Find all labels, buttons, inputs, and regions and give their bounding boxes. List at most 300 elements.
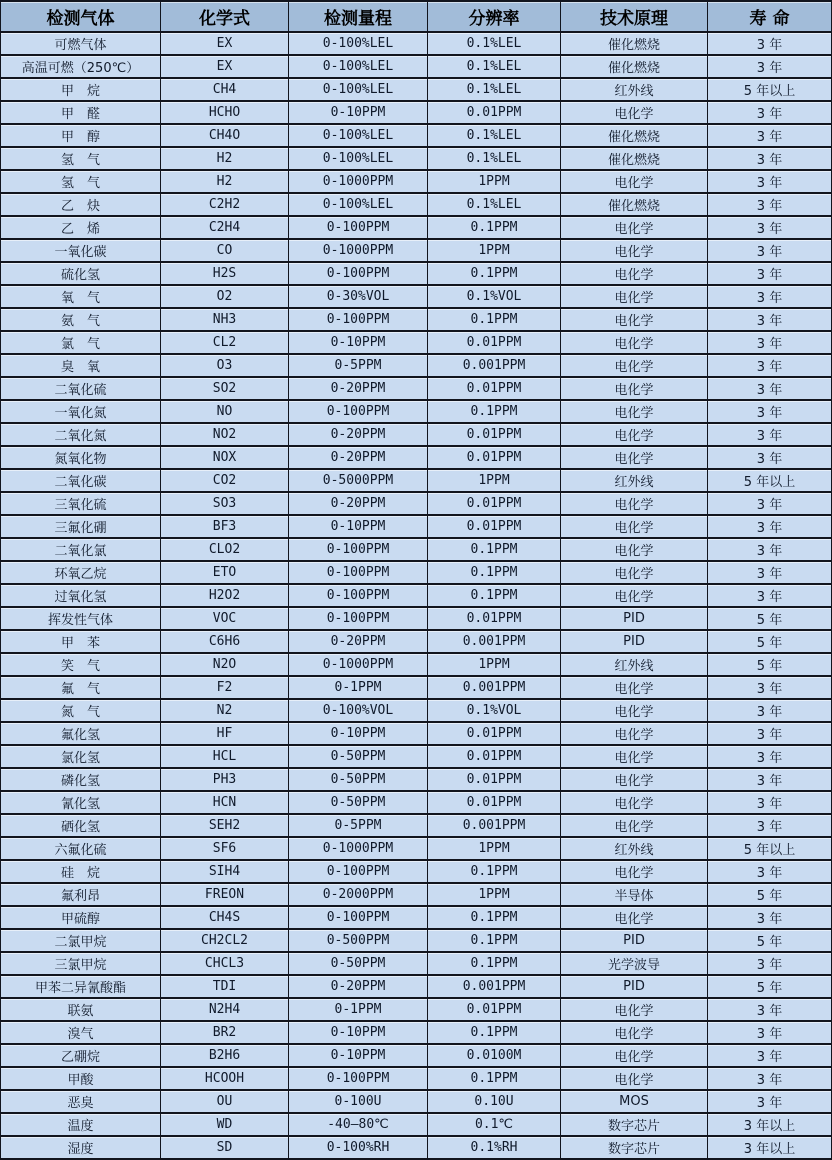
cell-principle: 光学波导 <box>561 952 708 975</box>
cell-gas: 硒化氢 <box>1 814 161 837</box>
cell-resolution: 0.1PPM <box>428 1067 561 1090</box>
table-row <box>1 170 832 193</box>
cell-formula: HCOOH <box>161 1067 289 1090</box>
cell-range: 0-100PPM <box>289 262 428 285</box>
cell-lifespan: 3 年 <box>708 400 832 423</box>
cell-formula: CH2CL2 <box>161 929 289 952</box>
cell-lifespan: 3 年以上 <box>708 1136 832 1159</box>
cell-range: 0-1PPM <box>289 676 428 699</box>
cell-gas: 环氧乙烷 <box>1 561 161 584</box>
cell-range: 0-100PPM <box>289 906 428 929</box>
cell-formula: NO2 <box>161 423 289 446</box>
cell-principle: 红外线 <box>561 78 708 101</box>
cell-resolution: 0.1PPM <box>428 538 561 561</box>
cell-lifespan: 5 年以上 <box>708 78 832 101</box>
cell-lifespan: 3 年 <box>708 584 832 607</box>
cell-formula: H2 <box>161 170 289 193</box>
cell-gas: 三氧化硫 <box>1 492 161 515</box>
cell-gas: 氰化氢 <box>1 791 161 814</box>
cell-lifespan: 3 年 <box>708 124 832 147</box>
cell-principle: 电化学 <box>561 814 708 837</box>
cell-lifespan: 3 年 <box>708 308 832 331</box>
cell-principle: PID <box>561 929 708 952</box>
cell-formula: BR2 <box>161 1021 289 1044</box>
cell-lifespan: 3 年 <box>708 515 832 538</box>
cell-lifespan: 3 年 <box>708 193 832 216</box>
cell-range: -40—80℃ <box>289 1113 428 1136</box>
cell-gas: 甲 醛 <box>1 101 161 124</box>
cell-resolution: 0.1℃ <box>428 1113 561 1136</box>
table-row <box>1 193 832 216</box>
cell-lifespan: 3 年 <box>708 101 832 124</box>
cell-principle: 电化学 <box>561 676 708 699</box>
cell-lifespan: 3 年 <box>708 170 832 193</box>
cell-resolution: 1PPM <box>428 653 561 676</box>
cell-range: 0-10PPM <box>289 1021 428 1044</box>
cell-range: 0-5PPM <box>289 354 428 377</box>
cell-resolution: 0.1PPM <box>428 561 561 584</box>
cell-principle: 电化学 <box>561 492 708 515</box>
cell-range: 0-100%LEL <box>289 78 428 101</box>
table-row <box>1 653 832 676</box>
cell-principle: 催化燃烧 <box>561 55 708 78</box>
cell-resolution: 0.01PPM <box>428 607 561 630</box>
cell-formula: H2 <box>161 147 289 170</box>
table-row <box>1 101 832 124</box>
table-row <box>1 607 832 630</box>
table-row <box>1 262 832 285</box>
cell-principle: 电化学 <box>561 101 708 124</box>
cell-resolution: 0.1%VOL <box>428 699 561 722</box>
cell-gas: 硅 烷 <box>1 860 161 883</box>
cell-resolution: 0.01PPM <box>428 722 561 745</box>
cell-gas: 乙硼烷 <box>1 1044 161 1067</box>
cell-range: 0-100%LEL <box>289 147 428 170</box>
cell-range: 0-20PPM <box>289 423 428 446</box>
cell-lifespan: 5 年 <box>708 630 832 653</box>
cell-formula: CLO2 <box>161 538 289 561</box>
cell-gas: 氢 气 <box>1 147 161 170</box>
cell-gas: 高温可燃（250℃） <box>1 55 161 78</box>
cell-lifespan: 3 年以上 <box>708 1113 832 1136</box>
cell-principle: 电化学 <box>561 354 708 377</box>
cell-gas: 二氧化碳 <box>1 469 161 492</box>
cell-resolution: 0.1PPM <box>428 1021 561 1044</box>
cell-gas: 磷化氢 <box>1 768 161 791</box>
cell-range: 0-100PPM <box>289 860 428 883</box>
cell-formula: CH4S <box>161 906 289 929</box>
cell-gas: 恶臭 <box>1 1090 161 1113</box>
table-row <box>1 975 832 998</box>
cell-principle: 半导体 <box>561 883 708 906</box>
cell-formula: CHCL3 <box>161 952 289 975</box>
cell-range: 0-100U <box>289 1090 428 1113</box>
cell-range: 0-100PPM <box>289 216 428 239</box>
table-body <box>1 32 832 1159</box>
cell-gas: 二氧化硫 <box>1 377 161 400</box>
cell-resolution: 0.1PPM <box>428 584 561 607</box>
cell-principle: 催化燃烧 <box>561 124 708 147</box>
cell-lifespan: 3 年 <box>708 423 832 446</box>
cell-lifespan: 3 年 <box>708 676 832 699</box>
cell-range: 0-30%VOL <box>289 285 428 308</box>
cell-formula: C6H6 <box>161 630 289 653</box>
header-row <box>1 1 832 32</box>
cell-lifespan: 3 年 <box>708 745 832 768</box>
column-header-lifespan: 寿 命 <box>708 1 832 32</box>
cell-formula: SIH4 <box>161 860 289 883</box>
cell-principle: 数字芯片 <box>561 1136 708 1159</box>
cell-lifespan: 3 年 <box>708 32 832 55</box>
cell-gas: 过氧化氢 <box>1 584 161 607</box>
cell-resolution: 0.001PPM <box>428 676 561 699</box>
cell-principle: 红外线 <box>561 837 708 860</box>
table-row <box>1 124 832 147</box>
cell-formula: PH3 <box>161 768 289 791</box>
cell-lifespan: 3 年 <box>708 147 832 170</box>
cell-formula: SF6 <box>161 837 289 860</box>
cell-principle: 电化学 <box>561 1044 708 1067</box>
cell-lifespan: 3 年 <box>708 1021 832 1044</box>
cell-formula: B2H6 <box>161 1044 289 1067</box>
cell-gas: 可燃气体 <box>1 32 161 55</box>
table-row <box>1 745 832 768</box>
cell-gas: 二氧化氮 <box>1 423 161 446</box>
cell-gas: 甲硫醇 <box>1 906 161 929</box>
cell-lifespan: 3 年 <box>708 791 832 814</box>
cell-lifespan: 5 年以上 <box>708 469 832 492</box>
cell-resolution: 0.10U <box>428 1090 561 1113</box>
cell-formula: CL2 <box>161 331 289 354</box>
cell-principle: 电化学 <box>561 331 708 354</box>
cell-range: 0-100PPM <box>289 308 428 331</box>
cell-range: 0-1000PPM <box>289 837 428 860</box>
cell-formula: EX <box>161 55 289 78</box>
cell-range: 0-100%LEL <box>289 55 428 78</box>
cell-gas: 甲 烷 <box>1 78 161 101</box>
cell-resolution: 0.001PPM <box>428 814 561 837</box>
cell-principle: 电化学 <box>561 998 708 1021</box>
cell-principle: MOS <box>561 1090 708 1113</box>
cell-range: 0-10PPM <box>289 515 428 538</box>
cell-range: 0-20PPM <box>289 492 428 515</box>
cell-resolution: 0.1%LEL <box>428 55 561 78</box>
cell-range: 0-1PPM <box>289 998 428 1021</box>
cell-gas: 溴气 <box>1 1021 161 1044</box>
cell-lifespan: 3 年 <box>708 331 832 354</box>
cell-formula: CO2 <box>161 469 289 492</box>
table-row <box>1 285 832 308</box>
cell-gas: 氨 气 <box>1 308 161 331</box>
cell-range: 0-1000PPM <box>289 239 428 262</box>
cell-formula: H2O2 <box>161 584 289 607</box>
cell-gas: 氧 气 <box>1 285 161 308</box>
cell-formula: TDI <box>161 975 289 998</box>
table-row <box>1 561 832 584</box>
cell-resolution: 1PPM <box>428 883 561 906</box>
cell-lifespan: 3 年 <box>708 952 832 975</box>
cell-range: 0-5000PPM <box>289 469 428 492</box>
table-row <box>1 492 832 515</box>
cell-lifespan: 3 年 <box>708 768 832 791</box>
table-row <box>1 699 832 722</box>
cell-resolution: 0.1PPM <box>428 906 561 929</box>
cell-principle: PID <box>561 607 708 630</box>
cell-formula: OU <box>161 1090 289 1113</box>
table-row <box>1 239 832 262</box>
cell-principle: 电化学 <box>561 722 708 745</box>
cell-principle: 电化学 <box>561 860 708 883</box>
table-row <box>1 216 832 239</box>
cell-principle: 电化学 <box>561 561 708 584</box>
cell-lifespan: 3 年 <box>708 377 832 400</box>
cell-lifespan: 3 年 <box>708 239 832 262</box>
table-row <box>1 1021 832 1044</box>
cell-range: 0-100PPM <box>289 607 428 630</box>
cell-gas: 氟 气 <box>1 676 161 699</box>
cell-resolution: 0.001PPM <box>428 975 561 998</box>
cell-gas: 氮氧化物 <box>1 446 161 469</box>
cell-formula: CH4O <box>161 124 289 147</box>
table-row <box>1 32 832 55</box>
cell-formula: NO <box>161 400 289 423</box>
cell-resolution: 0.01PPM <box>428 377 561 400</box>
cell-lifespan: 3 年 <box>708 699 832 722</box>
cell-resolution: 0.1PPM <box>428 400 561 423</box>
cell-range: 0-100%LEL <box>289 32 428 55</box>
cell-formula: O3 <box>161 354 289 377</box>
table-row <box>1 1090 832 1113</box>
cell-gas: 乙 烯 <box>1 216 161 239</box>
cell-principle: 电化学 <box>561 768 708 791</box>
table-row <box>1 837 832 860</box>
cell-range: 0-2000PPM <box>289 883 428 906</box>
cell-resolution: 0.1PPM <box>428 308 561 331</box>
cell-principle: PID <box>561 630 708 653</box>
cell-lifespan: 3 年 <box>708 722 832 745</box>
cell-range: 0-20PPM <box>289 446 428 469</box>
column-header-range: 检测量程 <box>289 1 428 32</box>
cell-gas: 一氧化氮 <box>1 400 161 423</box>
cell-range: 0-100PPM <box>289 584 428 607</box>
cell-gas: 二氧化氯 <box>1 538 161 561</box>
cell-range: 0-10PPM <box>289 722 428 745</box>
cell-range: 0-10PPM <box>289 101 428 124</box>
cell-formula: N2H4 <box>161 998 289 1021</box>
cell-lifespan: 5 年 <box>708 883 832 906</box>
cell-principle: 电化学 <box>561 423 708 446</box>
table-row <box>1 400 832 423</box>
cell-range: 0-100PPM <box>289 1067 428 1090</box>
cell-gas: 氟利昂 <box>1 883 161 906</box>
cell-range: 0-1000PPM <box>289 653 428 676</box>
cell-principle: 电化学 <box>561 262 708 285</box>
cell-gas: 二氯甲烷 <box>1 929 161 952</box>
cell-formula: H2S <box>161 262 289 285</box>
cell-gas: 氮 气 <box>1 699 161 722</box>
table-row <box>1 538 832 561</box>
cell-resolution: 0.01PPM <box>428 446 561 469</box>
table-row <box>1 1067 832 1090</box>
cell-gas: 氢 气 <box>1 170 161 193</box>
cell-resolution: 0.01PPM <box>428 492 561 515</box>
cell-principle: 电化学 <box>561 906 708 929</box>
cell-resolution: 0.1%LEL <box>428 32 561 55</box>
table-row <box>1 952 832 975</box>
cell-gas: 硫化氢 <box>1 262 161 285</box>
cell-resolution: 0.01PPM <box>428 745 561 768</box>
table-row <box>1 423 832 446</box>
cell-formula: HCN <box>161 791 289 814</box>
cell-range: 0-100%RH <box>289 1136 428 1159</box>
table-row <box>1 584 832 607</box>
cell-resolution: 0.1%LEL <box>428 78 561 101</box>
cell-gas: 甲 苯 <box>1 630 161 653</box>
cell-formula: C2H2 <box>161 193 289 216</box>
column-header-gas: 检测气体 <box>1 1 161 32</box>
cell-lifespan: 3 年 <box>708 814 832 837</box>
cell-principle: 电化学 <box>561 400 708 423</box>
cell-principle: 电化学 <box>561 1021 708 1044</box>
cell-principle: 电化学 <box>561 584 708 607</box>
cell-principle: 电化学 <box>561 1067 708 1090</box>
cell-resolution: 0.1PPM <box>428 262 561 285</box>
cell-range: 0-100PPM <box>289 538 428 561</box>
cell-lifespan: 3 年 <box>708 216 832 239</box>
cell-lifespan: 3 年 <box>708 262 832 285</box>
cell-range: 0-100%VOL <box>289 699 428 722</box>
cell-principle: 催化燃烧 <box>561 32 708 55</box>
cell-range: 0-100PPM <box>289 561 428 584</box>
cell-range: 0-100PPM <box>289 400 428 423</box>
table-row <box>1 722 832 745</box>
cell-lifespan: 3 年 <box>708 55 832 78</box>
cell-resolution: 0.1PPM <box>428 929 561 952</box>
cell-range: 0-50PPM <box>289 768 428 791</box>
table-row <box>1 676 832 699</box>
cell-resolution: 0.1PPM <box>428 216 561 239</box>
cell-formula: SEH2 <box>161 814 289 837</box>
table-row <box>1 1044 832 1067</box>
cell-principle: 电化学 <box>561 446 708 469</box>
cell-gas: 温度 <box>1 1113 161 1136</box>
cell-resolution: 0.001PPM <box>428 354 561 377</box>
table-row <box>1 377 832 400</box>
cell-formula: HCL <box>161 745 289 768</box>
cell-gas: 臭 氧 <box>1 354 161 377</box>
cell-range: 0-10PPM <box>289 331 428 354</box>
table-row <box>1 906 832 929</box>
cell-resolution: 0.01PPM <box>428 515 561 538</box>
cell-formula: NOX <box>161 446 289 469</box>
cell-lifespan: 3 年 <box>708 492 832 515</box>
cell-principle: 电化学 <box>561 377 708 400</box>
cell-formula: WD <box>161 1113 289 1136</box>
cell-principle: 催化燃烧 <box>561 193 708 216</box>
cell-resolution: 0.01PPM <box>428 331 561 354</box>
cell-range: 0-20PPM <box>289 630 428 653</box>
cell-range: 0-20PPM <box>289 377 428 400</box>
cell-lifespan: 3 年 <box>708 285 832 308</box>
table-row <box>1 860 832 883</box>
cell-formula: ETO <box>161 561 289 584</box>
cell-lifespan: 5 年 <box>708 929 832 952</box>
cell-resolution: 0.1%RH <box>428 1136 561 1159</box>
cell-formula: HCHO <box>161 101 289 124</box>
cell-formula: SO2 <box>161 377 289 400</box>
cell-lifespan: 5 年以上 <box>708 837 832 860</box>
cell-gas: 三氯甲烷 <box>1 952 161 975</box>
cell-principle: 电化学 <box>561 170 708 193</box>
cell-formula: VOC <box>161 607 289 630</box>
cell-lifespan: 5 年 <box>708 607 832 630</box>
cell-range: 0-5PPM <box>289 814 428 837</box>
cell-range: 0-50PPM <box>289 952 428 975</box>
cell-principle: 电化学 <box>561 538 708 561</box>
cell-principle: 电化学 <box>561 308 708 331</box>
table-row <box>1 1136 832 1159</box>
cell-resolution: 0.1%LEL <box>428 124 561 147</box>
cell-range: 0-1000PPM <box>289 170 428 193</box>
cell-lifespan: 5 年 <box>708 653 832 676</box>
cell-gas: 六氟化硫 <box>1 837 161 860</box>
cell-formula: CH4 <box>161 78 289 101</box>
cell-range: 0-500PPM <box>289 929 428 952</box>
cell-lifespan: 3 年 <box>708 1044 832 1067</box>
cell-gas: 挥发性气体 <box>1 607 161 630</box>
cell-gas: 笑 气 <box>1 653 161 676</box>
cell-gas: 甲酸 <box>1 1067 161 1090</box>
cell-resolution: 0.1%VOL <box>428 285 561 308</box>
cell-resolution: 0.01PPM <box>428 791 561 814</box>
cell-formula: N2 <box>161 699 289 722</box>
cell-formula: NH3 <box>161 308 289 331</box>
cell-principle: 电化学 <box>561 239 708 262</box>
cell-range: 0-50PPM <box>289 745 428 768</box>
cell-formula: F2 <box>161 676 289 699</box>
cell-lifespan: 3 年 <box>708 354 832 377</box>
cell-lifespan: 3 年 <box>708 906 832 929</box>
cell-resolution: 0.1%LEL <box>428 193 561 216</box>
cell-principle: 电化学 <box>561 216 708 239</box>
column-header-resolution: 分辨率 <box>428 1 561 32</box>
cell-gas: 乙 炔 <box>1 193 161 216</box>
cell-lifespan: 3 年 <box>708 998 832 1021</box>
cell-gas: 氟化氢 <box>1 722 161 745</box>
table-row <box>1 147 832 170</box>
table-row <box>1 768 832 791</box>
cell-resolution: 0.01PPM <box>428 423 561 446</box>
table-row <box>1 998 832 1021</box>
cell-resolution: 0.01PPM <box>428 768 561 791</box>
cell-formula: BF3 <box>161 515 289 538</box>
table-row <box>1 515 832 538</box>
table-row <box>1 630 832 653</box>
cell-resolution: 0.1PPM <box>428 952 561 975</box>
cell-formula: SD <box>161 1136 289 1159</box>
cell-principle: 电化学 <box>561 515 708 538</box>
cell-principle: 电化学 <box>561 745 708 768</box>
cell-principle: 数字芯片 <box>561 1113 708 1136</box>
cell-principle: 电化学 <box>561 699 708 722</box>
cell-resolution: 1PPM <box>428 170 561 193</box>
cell-formula: SO3 <box>161 492 289 515</box>
cell-lifespan: 3 年 <box>708 860 832 883</box>
cell-gas: 联氨 <box>1 998 161 1021</box>
cell-range: 0-10PPM <box>289 1044 428 1067</box>
cell-principle: 电化学 <box>561 285 708 308</box>
table-row <box>1 791 832 814</box>
